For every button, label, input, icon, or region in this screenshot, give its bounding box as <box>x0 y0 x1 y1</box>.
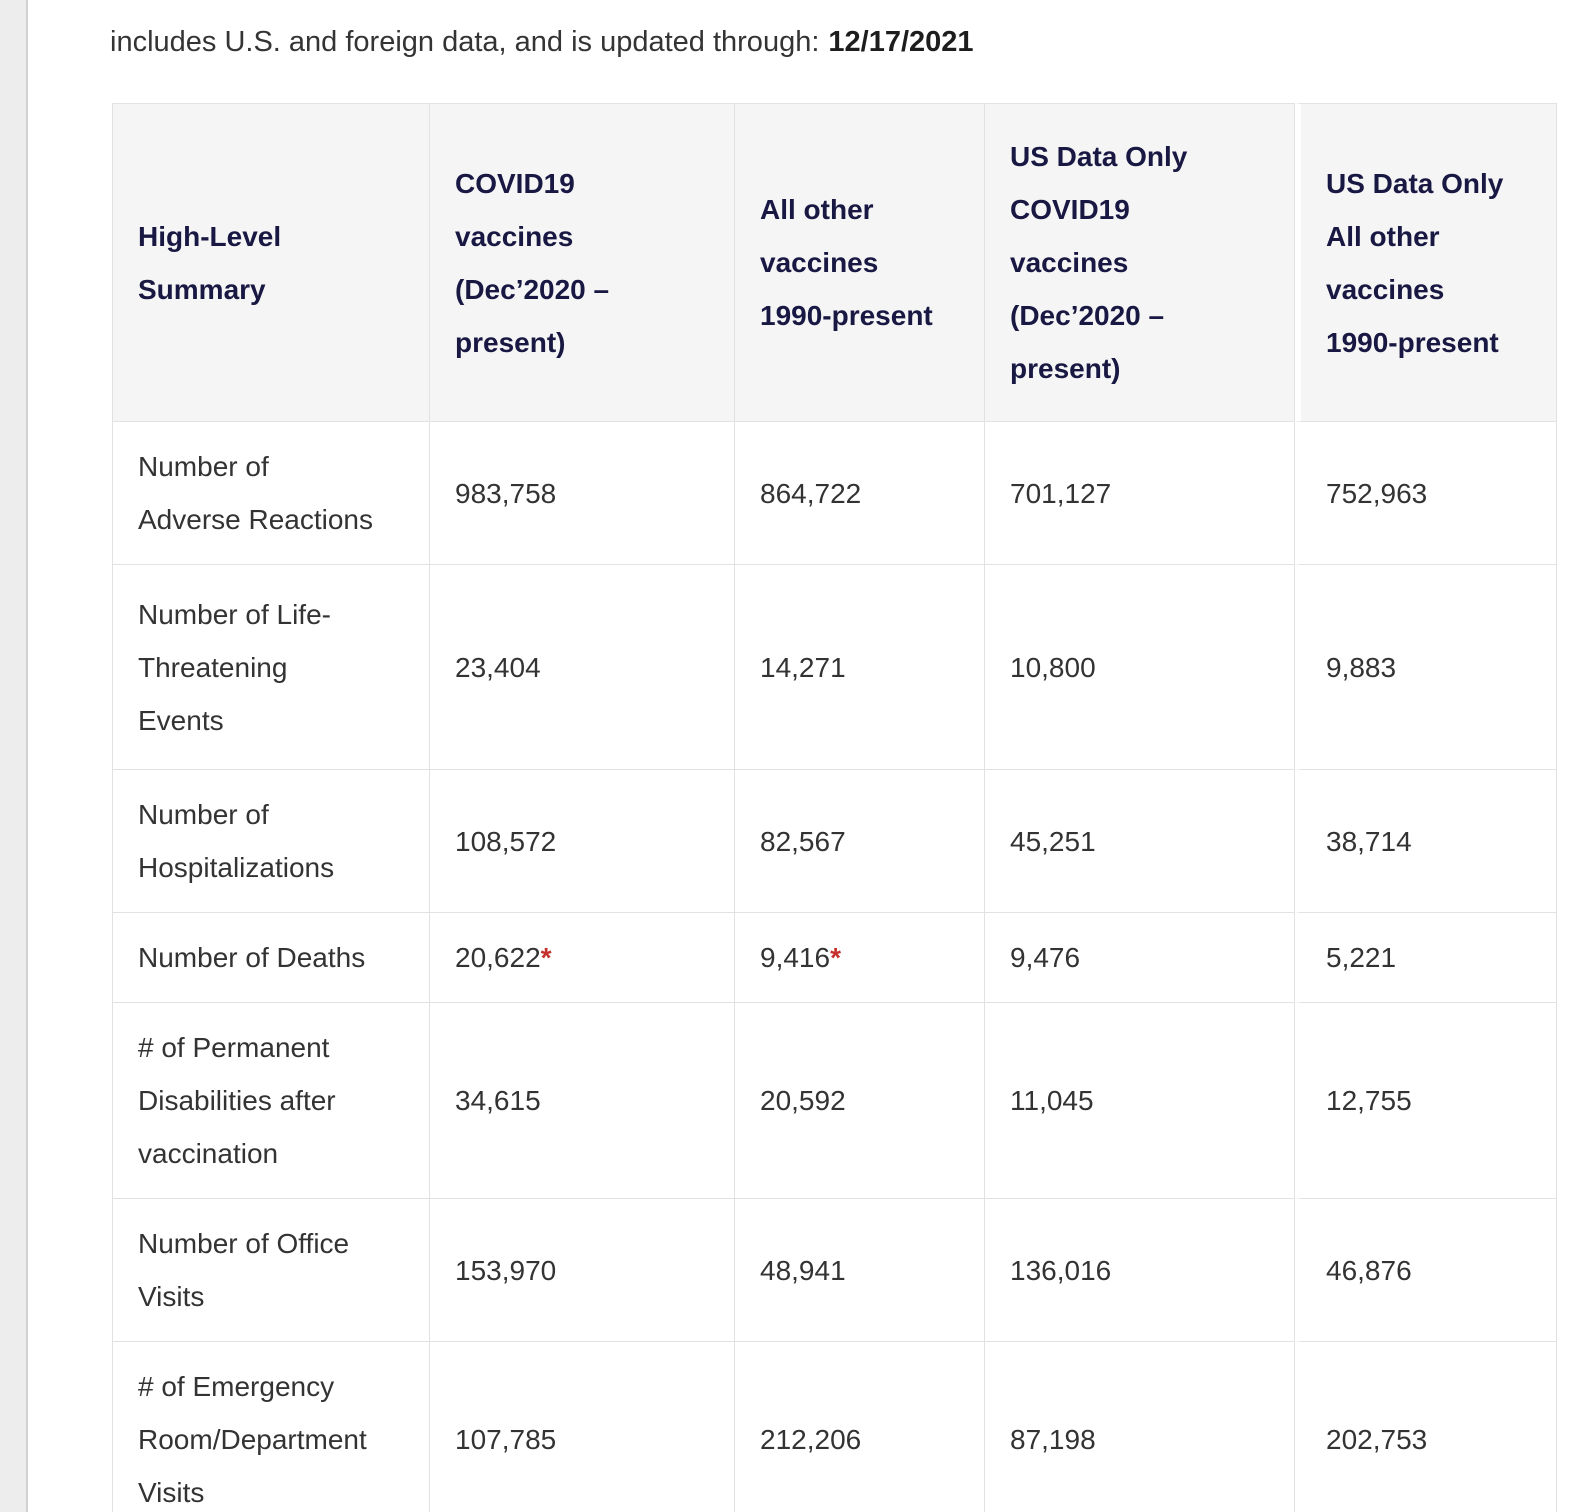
value: 864,722 <box>760 477 862 509</box>
value: 14,271 <box>760 651 846 683</box>
row-label-line: Disabilities after <box>138 1085 336 1116</box>
value: 5,221 <box>1326 942 1397 973</box>
value-cell <box>430 770 735 913</box>
value-cell <box>735 422 985 565</box>
header-cell-all-other-vaccines <box>735 103 985 422</box>
table-row-life-threatening <box>112 565 1557 770</box>
value-cell <box>430 422 735 565</box>
header-line: Summary <box>138 273 266 305</box>
update-date: 12/17/2021 <box>828 26 974 58</box>
row-label-line: Events <box>138 704 224 736</box>
table-row-adverse-reactions <box>112 422 1557 565</box>
table-row-deaths <box>112 913 1557 1003</box>
value: 701,127 <box>1010 477 1112 509</box>
value: 82,567 <box>760 825 846 857</box>
row-label-line: Number of <box>138 799 269 830</box>
value: 212,206 <box>760 1424 862 1455</box>
value-cell <box>735 913 985 1003</box>
value-cell <box>985 1342 1295 1512</box>
value: 20,622 <box>455 942 541 973</box>
value-cell <box>430 565 735 770</box>
header-line: (Dec’2020 – <box>455 273 610 305</box>
value-cell <box>985 1003 1295 1199</box>
row-label <box>112 565 430 770</box>
value-cell <box>1295 422 1557 565</box>
value: 48,941 <box>760 1254 846 1286</box>
value: 87,198 <box>1010 1424 1096 1455</box>
table-row-emergency-visits <box>112 1342 1557 1512</box>
intro-line <box>110 22 974 62</box>
row-label <box>112 1003 430 1199</box>
value-cell <box>1295 1199 1557 1342</box>
value-cell <box>1295 1003 1557 1199</box>
value-cell <box>430 1003 735 1199</box>
value: 107,785 <box>455 1424 557 1455</box>
footnote-asterisk: * <box>540 942 552 973</box>
row-label-line: Threatening <box>138 651 288 683</box>
row-label-line: Number of Office <box>138 1228 350 1259</box>
value: 34,615 <box>455 1085 541 1116</box>
table-row-office-visits <box>112 1199 1557 1342</box>
header-line: vaccines <box>455 220 574 252</box>
header-line: vaccines <box>760 247 879 278</box>
value-cell <box>1295 1342 1557 1512</box>
row-label-line: vaccination <box>138 1138 279 1169</box>
row-label-line: Hospitalizations <box>138 852 335 883</box>
value-cell <box>1295 565 1557 770</box>
row-label <box>112 770 430 913</box>
value-cell <box>735 1199 985 1342</box>
row-label <box>112 1342 430 1512</box>
value-cell <box>735 1003 985 1199</box>
value: 12,755 <box>1326 1085 1412 1116</box>
value: 45,251 <box>1010 825 1096 857</box>
header-line: All other <box>1326 220 1440 252</box>
header-line: US Data Only <box>1010 141 1188 172</box>
value: 202,753 <box>1326 1424 1428 1455</box>
header-line: vaccines <box>1326 273 1445 305</box>
value-cell <box>735 565 985 770</box>
value-cell <box>985 770 1295 913</box>
value-cell <box>1295 770 1557 913</box>
value: 752,963 <box>1326 477 1428 509</box>
header-line: (Dec’2020 – <box>1010 300 1165 331</box>
row-label-line: Number of Deaths <box>138 942 366 973</box>
row-label-line: Visits <box>138 1477 205 1508</box>
value: 983,758 <box>455 477 557 509</box>
value: 136,016 <box>1010 1254 1112 1286</box>
value-cell <box>985 913 1295 1003</box>
value: 10,800 <box>1010 651 1096 683</box>
value-cell <box>985 1199 1295 1342</box>
value: 9,883 <box>1326 651 1397 683</box>
header-cell-covid19-vaccines <box>430 103 735 422</box>
header-line: present) <box>1010 353 1121 384</box>
value-cell <box>985 422 1295 565</box>
row-label-line: # of Permanent <box>138 1032 330 1063</box>
row-label <box>112 422 430 565</box>
summary-table <box>112 103 1557 1512</box>
footnote-asterisk: * <box>830 942 841 973</box>
table-row-permanent-disabilities <box>112 1003 1557 1199</box>
row-label-line: Number of Life- <box>138 598 331 630</box>
row-label <box>112 913 430 1003</box>
page-left-gutter <box>0 0 28 1512</box>
header-row <box>112 103 1557 422</box>
value-cell <box>430 1199 735 1342</box>
value: 20,592 <box>760 1085 846 1116</box>
row-label-line: # of Emergency <box>138 1371 335 1402</box>
value: 153,970 <box>455 1254 557 1286</box>
value-cell <box>430 1342 735 1512</box>
value-cell <box>985 565 1295 770</box>
row-label-line: Adverse Reactions <box>138 504 374 535</box>
row-label-line: Room/Department <box>138 1424 367 1455</box>
value: 23,404 <box>455 651 541 683</box>
header-line: vaccines <box>1010 247 1129 278</box>
row-label-line: Number of <box>138 451 269 482</box>
header-line: present) <box>455 326 566 358</box>
value: 11,045 <box>1010 1085 1094 1116</box>
value-cell <box>1295 913 1557 1003</box>
header-line: 1990-present <box>1326 326 1499 358</box>
value: 108,572 <box>455 825 557 857</box>
table-row-hospitalizations <box>112 770 1557 913</box>
value-cell <box>430 913 735 1003</box>
header-line: All other <box>760 194 874 225</box>
value: 38,714 <box>1326 825 1412 857</box>
header-line: COVID19 <box>455 167 575 199</box>
header-cell-us-all-other-vaccines <box>1295 103 1557 422</box>
value-cell <box>735 770 985 913</box>
header-line: COVID19 <box>1010 194 1130 225</box>
row-label <box>112 1199 430 1342</box>
value-cell <box>735 1342 985 1512</box>
value: 9,476 <box>1010 942 1081 973</box>
header-line: 1990-present <box>760 300 933 331</box>
intro-text: includes U.S. and foreign data, and is updated through: <box>110 26 820 58</box>
header-cell-high-level-summary <box>112 103 430 422</box>
value: 9,416 <box>760 942 831 973</box>
header-line: US Data Only <box>1326 167 1504 199</box>
header-cell-us-covid19-vaccines <box>985 103 1295 422</box>
value: 46,876 <box>1326 1254 1412 1286</box>
row-label-line: Visits <box>138 1281 205 1312</box>
header-line: High-Level <box>138 220 282 252</box>
